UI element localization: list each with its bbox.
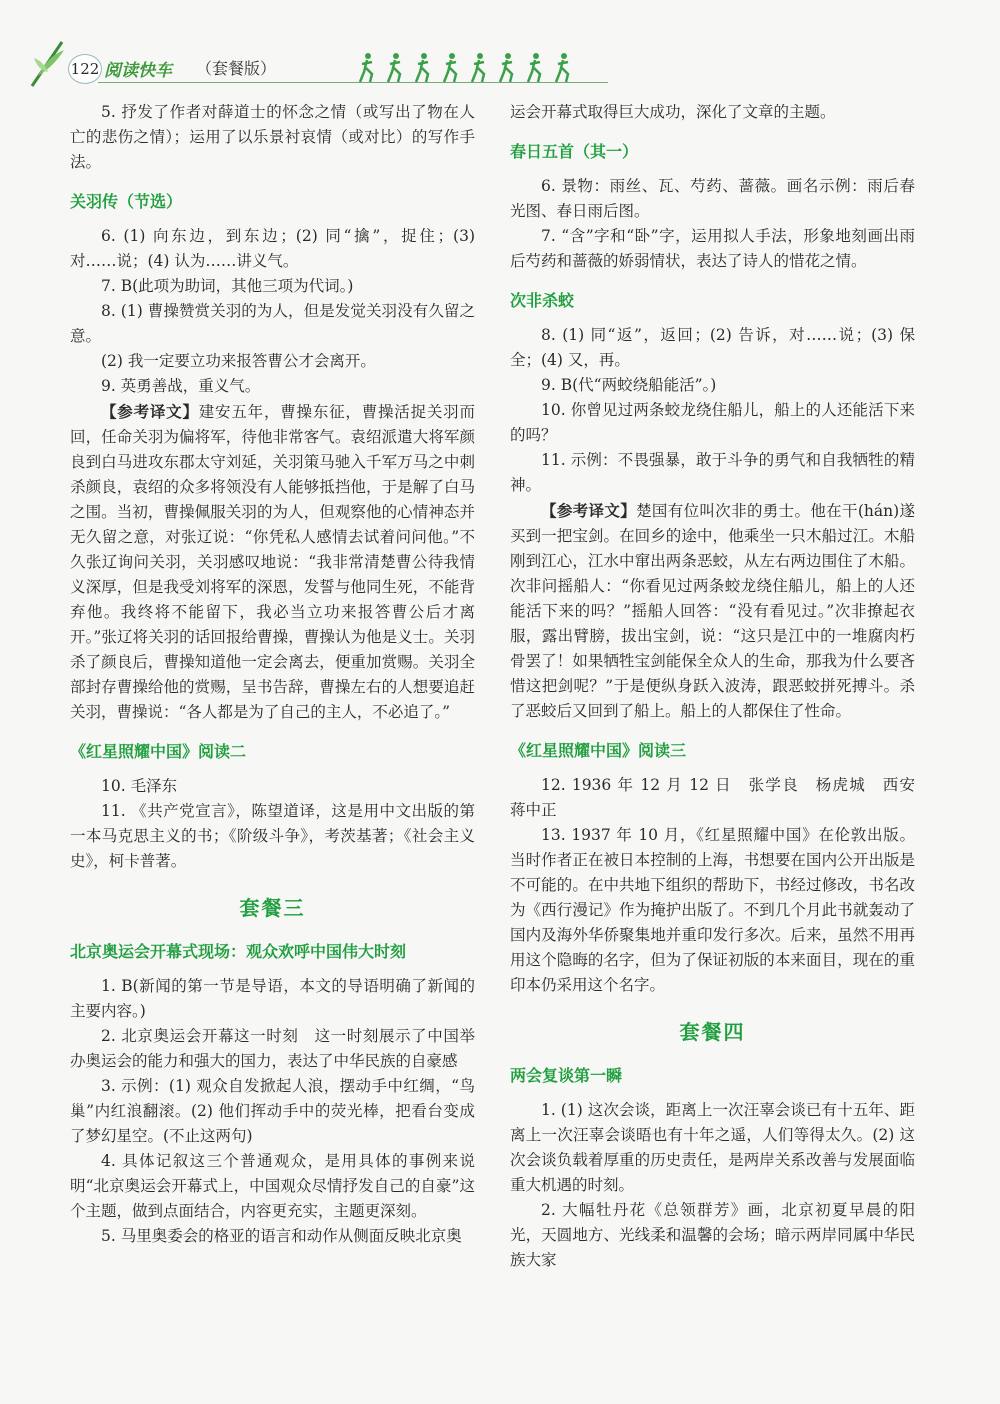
answer-o1: 1. B(新闻的第一节是导语，本文的导语明确了新闻的主要内容。) [70,977,475,1020]
section-title-lianghui: 两会复谈第一瞬 [510,1066,623,1085]
answer-o5-continued: 运会开幕式取得巨大成功，深化了文章的主题。 [510,103,836,121]
runners-icon [358,50,588,84]
answer-o2: 2. 北京奥运会开幕这一时刻 这一时刻展示了中国举办奥运会的能力和强大的国力，表达了中华民族的自豪感 [70,1027,475,1070]
reference-body: 建安五年，曹操东征，曹操活捉关羽而回，任命关羽为偏将军，待他非常客气。袁绍派遣大将军颜良到白马进攻东郡太守刘延，关羽策马驰入千军万马之中刺杀颜良，袁绍的众多将领没有人能够抵挡他，于是解了白马之围。当初，曹操佩服关羽的为人，但观察他的心情神态并无久留之意，对张辽说：“你凭私人感情去试着问问他。”不久张辽询问关羽，关羽感叹地说：“我非常清楚曹公待我情义深厚，但是我受刘将军的深恩，发誓与他同生死，不能背弃他。我终将不能留下，我必当立功来报答曹公后才离开。”张辽将关羽的话回报给曹操，曹操认为他是义士。关羽杀了颜良后，曹操知道他一定会离去，便重加赏赐。关羽全部封存曹操给他的赏赐，呈书告辞，曹操左右的人想要追赶关羽，曹操说：“各人都是为了自己的主人，不必追了。” [70,403,475,721]
section-title-hongxing-3: 《红星照耀中国》阅读三 [510,741,687,760]
answer-f10: 10. 你曾见过两条蛟龙绕住船儿，船上的人还能活下来的吗？ [510,401,915,444]
answer-8b: (2) 我一定要立功来报答曹公才会离开。 [101,352,376,370]
reference-tag: 【参考译文】 [101,402,199,421]
meal-title-3: 套餐三 [239,896,306,920]
answer-o4: 4. 具体记叙这三个普通观众，是用具体的事例来说明“北京奥运会开幕式上，中国观众尽情抒发自己的自豪”这个主题，做到点面结合，内容更充实，主题更深刻。 [70,1152,475,1220]
answer-13: 13. 1937 年 10 月，《红星照耀中国》在伦敦出版。当时作者正在被日本控制的上海，书想要在国内公开出版是不可能的。在中共地下组织的帮助下，书经过修改，书名改为《西行漫记》作为掩护出版了。不到几个月此书就轰动了国内及海外华侨聚集地并重印发行多次。后来，虽然不用再用这个隐晦的名字，但为了保证初版的本来面目，现在的重印本仍采用这个名字。 [510,826,915,994]
answer-10: 10. 毛泽东 [101,777,178,795]
section-title-chunri: 春日五首（其一） [510,142,639,161]
answer-f8: 8. (1) 同“返”，返回；(2) 告诉，对……说；(3) 保全；(4) 又，再。 [510,326,915,369]
meal-title-4: 套餐四 [679,1020,746,1044]
answer-5: 5. 抒发了作者对薛道士的怀念之情（或写出了物在人亡的悲伤之情）；运用了以乐景衬哀情（或对比）的写作手法。 [70,103,475,171]
answer-7: 7. B(此项为助词，其他三项为代词。) [101,277,354,295]
answer-o5: 5. 马里奥委会的格亚的语言和动作从侧面反映北京奥 [101,1227,462,1245]
answer-11: 11. 《共产党宣言》，陈望道译，这是用中文出版的第一本马克思主义的书；《阶级斗争》，考茨基著；《社会主义史》，柯卡普著。 [70,802,475,870]
section-title-guanyu: 关羽传（节选） [70,192,183,211]
answer-f11: 11. 示例：不畏强暴，敢于斗争的勇气和自我牺牲的精神。 [510,451,915,494]
section-title-cifei: 次非杀蛟 [510,291,575,310]
left-column [70,100,475,1249]
brand-title: 阅读快车 [104,61,172,81]
answer-12: 12. 1936 年 12 月 12 日 张学良 杨虎城 西安 蒋中正 [510,776,931,819]
page-number: 122 [68,54,102,84]
answer-8a: 8. (1) 曹操赞赏关羽的为人，但是发觉关羽没有久留之意。 [70,302,475,345]
answer-6: 6. (1) 向东边，到东边；(2) 同“擒”，捉住；(3) 对……说；(4) 认为……讲义气。 [70,227,475,270]
reference-tag-2: 【参考译文】 [541,501,637,520]
page-header [28,30,588,90]
answer-l2: 2. 大幅牡丹花《总领群芳》画，北京初夏早晨的阳光，天圆地方、光线柔和温馨的会场；暗示两岸同属中华民族大家 [510,1201,915,1269]
answer-l1: 1. (1) 这次会谈，距离上一次汪辜会谈已有十五年、距离上一次汪辜会谈晤也有十年之遥，人们等得太久。(2) 这次会谈负载着厚重的历史责任，是两岸关系改善与发展面临重大机遇的时刻。 [510,1101,915,1194]
right-column [510,100,931,1273]
pen-leaf-icon [28,36,72,90]
answer-c6: 6. 景物：雨丝、瓦、芍药、蔷薇。画名示例：雨后春光图、春日雨后图。 [510,177,915,220]
reference-translation-2 [510,498,915,724]
answer-o3: 3. 示例：(1) 观众自发掀起人浪，摆动手中红绸，“鸟巢”内红浪翻滚。(2) 他们挥动手中的荧光棒，把看台变成了梦幻星空。(不止这两句) [70,1077,475,1145]
answer-f9: 9. B(代“两蛟绕船能活”。) [541,376,717,394]
edition-label: （套餐版） [196,59,277,78]
answer-c7: 7. “含”字和“卧”字，运用拟人手法，形象地刻画出雨后芍药和蔷薇的娇弱情状，表达了诗人的惜花之情。 [510,227,915,270]
answer-9: 9. 英勇善战，重义气。 [101,377,261,395]
reference-translation [70,399,475,725]
reference-body-2: 楚国有位叫次非的勇士。他在干(hán)遂买到一把宝剑。在回乡的途中，他乘坐一只木船过江。木船刚到江心，江水中窜出两条恶蛟，从左右两边围住了木船。次非问摇船人：“你看见过两条蛟龙绕住船儿，船上的人还能活下来的吗？”摇船人回答：“没有看见过。”次非撩起衣服，露出臂膀，拔出宝剑，说：“这只是江中的一堆腐肉朽骨罢了！如果牺牲宝剑能保全众人的生命，那我为什么要吝惜这把剑呢？”于是便纵身跃入波涛，跟恶蛟拼死搏斗。杀了恶蛟后又回到了船上。船上的人都保住了性命。 [510,502,915,720]
section-title-hongxing-2: 《红星照耀中国》阅读二 [70,742,247,761]
section-title-olympic: 北京奥运会开幕式现场：观众欢呼中国伟大时刻 [70,942,407,961]
